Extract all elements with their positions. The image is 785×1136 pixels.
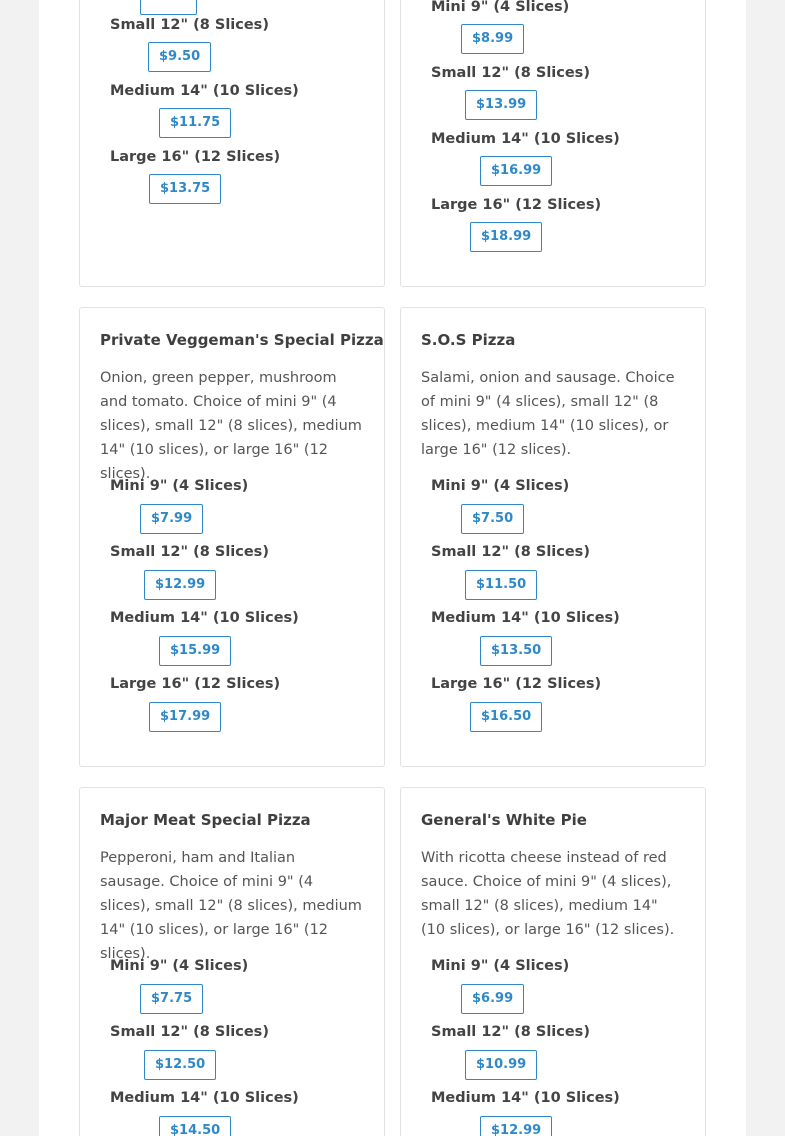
price-button-mini[interactable]: $7.75 <box>140 984 203 1014</box>
price-button-small[interactable]: $12.99 <box>144 570 216 600</box>
size-label-small: Small 12" (8 Slices) <box>431 1024 590 1040</box>
price-button-mini[interactable] <box>140 0 197 15</box>
price-button-large[interactable]: $13.75 <box>149 174 221 204</box>
price-button-medium[interactable]: $12.99 <box>480 1116 552 1136</box>
size-label-small: Small 12" (8 Slices) <box>110 1024 269 1040</box>
pizza-title: General's White Pie <box>421 811 587 829</box>
size-label-mini: Mini 9" (4 Slices) <box>110 958 249 974</box>
size-label-large: Large 16" (12 Slices) <box>431 197 602 213</box>
pizza-description: Onion, green pepper, mushroom and tomato. Choice of mini 9" (4 slices), small 12" (8 slices), medium 14" (10 slices), or large 16" (12 slices). <box>100 370 362 482</box>
price-button-mini[interactable]: $8.99 <box>461 24 524 54</box>
price-button-small[interactable]: $9.50 <box>148 42 211 72</box>
pizza-title: Private Veggeman's Special Pizza <box>100 331 384 349</box>
pizza-card <box>400 0 706 287</box>
size-label-medium: Medium 14" (10 Slices) <box>110 83 299 99</box>
price-button-large[interactable]: $18.99 <box>470 222 542 252</box>
size-label-medium: Medium 14" (10 Slices) <box>431 131 620 147</box>
pizza-card <box>400 307 706 767</box>
pizza-description: With ricotta cheese instead of red sauce. Choice of mini 9" (4 slices), small 12" (8 slices), medium 14" (10 slices), or large 16" (12 slices). <box>421 850 675 938</box>
price-button-mini[interactable]: $7.50 <box>461 504 524 534</box>
size-label-small: Small 12" (8 Slices) <box>110 544 269 560</box>
size-label-medium: Medium 14" (10 Slices) <box>431 1090 620 1106</box>
size-label-mini: Mini 9" (4 Slices) <box>110 478 249 494</box>
pizza-card <box>79 307 385 767</box>
size-label-medium: Medium 14" (10 Slices) <box>110 610 299 626</box>
price-button-medium[interactable]: $14.50 <box>159 1116 231 1136</box>
menu-page <box>39 0 746 1136</box>
pizza-description: Salami, onion and sausage. Choice of mini 9" (4 slices), small 12" (8 slices), medium 14" (10 slices), or large 16" (12 slices). <box>421 370 675 458</box>
size-label-mini: Mini 9" (4 Slices) <box>431 958 570 974</box>
pizza-description: Pepperoni, ham and Italian sausage. Choice of mini 9" (4 slices), small 12" (8 slices), medium 14" (10 slices), or large 16" (12 slices). <box>100 850 362 962</box>
price-button-medium[interactable]: $13.50 <box>480 636 552 666</box>
size-label-large: Large 16" (12 Slices) <box>110 676 281 692</box>
size-label-small: Small 12" (8 Slices) <box>431 544 590 560</box>
price-button-medium[interactable]: $15.99 <box>159 636 231 666</box>
price-button-small[interactable]: $13.99 <box>465 90 537 120</box>
price-button-large[interactable]: $17.99 <box>149 702 221 732</box>
price-button-small[interactable]: $11.50 <box>465 570 537 600</box>
pizza-title: Major Meat Special Pizza <box>100 811 311 829</box>
size-label-medium: Medium 14" (10 Slices) <box>110 1090 299 1106</box>
price-button-large[interactable]: $16.50 <box>470 702 542 732</box>
pizza-card <box>79 787 385 1136</box>
price-button-mini[interactable]: $7.99 <box>140 504 203 534</box>
size-label-large: Large 16" (12 Slices) <box>431 676 602 692</box>
price-button-medium[interactable]: $16.99 <box>480 156 552 186</box>
price-button-mini[interactable]: $6.99 <box>461 984 524 1014</box>
price-button-medium[interactable]: $11.75 <box>159 108 231 138</box>
pizza-card <box>400 787 706 1136</box>
price-button-small[interactable]: $12.50 <box>144 1050 216 1080</box>
price-button-small[interactable]: $10.99 <box>465 1050 537 1080</box>
size-label-mini: Mini 9" (4 Slices) <box>431 0 570 15</box>
size-label-small: Small 12" (8 Slices) <box>431 65 590 81</box>
size-label-mini: Mini 9" (4 Slices) <box>431 478 570 494</box>
size-label-large: Large 16" (12 Slices) <box>110 149 281 165</box>
pizza-title: S.O.S Pizza <box>421 331 516 349</box>
pizza-card <box>79 0 385 287</box>
size-label-small: Small 12" (8 Slices) <box>110 17 269 33</box>
size-label-medium: Medium 14" (10 Slices) <box>431 610 620 626</box>
